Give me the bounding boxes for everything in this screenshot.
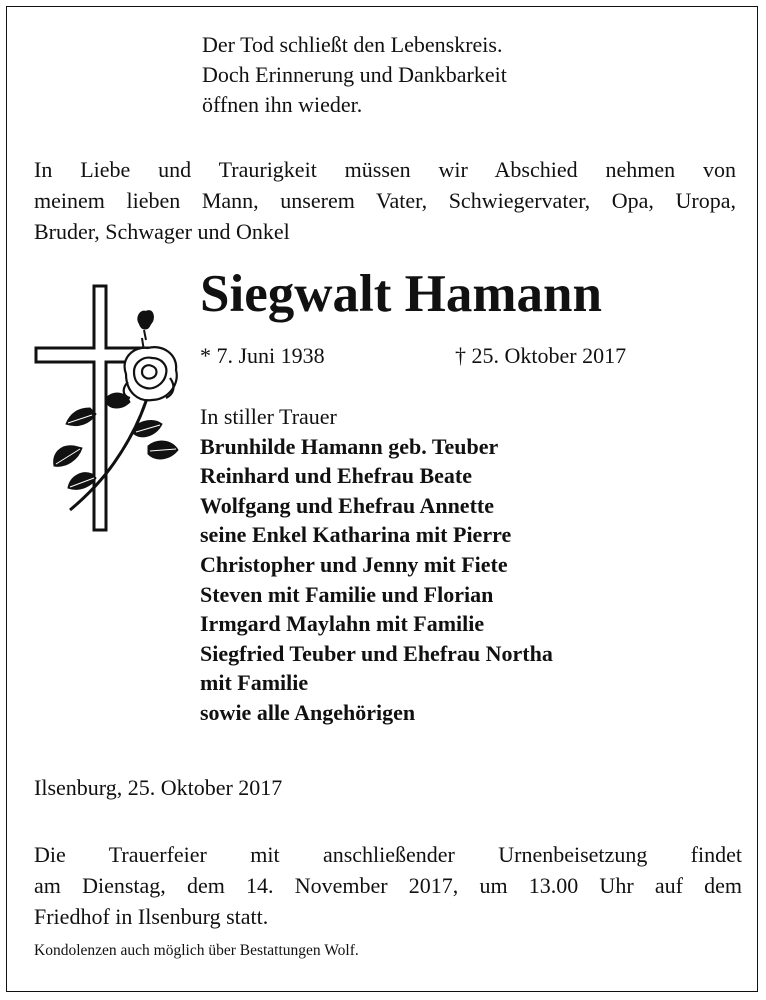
mourner-name: sowie alle Angehörigen [200, 699, 416, 725]
intro-line: meinem lieben Mann, unserem Vater, Schwiegervater, Opa, Uropa, [34, 188, 736, 213]
mourner-name: mit Familie [200, 670, 309, 696]
intro-line: Bruder, Schwager und Onkel [34, 219, 290, 244]
mourner-name: Irmgard Maylahn mit Familie [200, 611, 485, 637]
deceased-name: Siegwalt Hamann [200, 265, 602, 323]
service-line: Friedhof in Ilsenburg statt. [34, 904, 269, 929]
mourner-name: seine Enkel Katharina mit Pierre [200, 522, 512, 548]
poem-line: Doch Erinnerung und Dankbarkeit [202, 62, 507, 87]
service-info [34, 839, 742, 932]
intro-line: In Liebe und Traurigkeit müssen wir Abschied nehmen von [34, 157, 736, 182]
poem-line: öffnen ihn wieder. [202, 92, 363, 117]
service-line: am Dienstag, dem 14. November 2017, um 13.00 Uhr auf dem [34, 873, 742, 898]
cross-with-rose-icon [30, 278, 190, 538]
condolence-note: Kondolenzen auch möglich über Bestattungen Wolf. [34, 942, 359, 959]
mourner-name: Siegfried Teuber und Ehefrau Northa [200, 640, 553, 666]
poem [202, 30, 507, 120]
service-line: Die Trauerfeier mit anschließender Urnenbeisetzung findet [34, 842, 742, 867]
mourners-list [200, 402, 553, 728]
mourner-name: Brunhilde Hamann geb. Teuber [200, 433, 499, 459]
death-date: † 25. Oktober 2017 [455, 343, 627, 368]
mourner-name: Reinhard und Ehefrau Beate [200, 463, 472, 489]
poem-line: Der Tod schließt den Lebenskreis. [202, 32, 503, 57]
mourner-name: Christopher und Jenny mit Fiete [200, 551, 508, 577]
mourner-name: Steven mit Familie und Florian [200, 581, 494, 607]
intro-text [34, 154, 736, 247]
mourning-heading: In stiller Trauer [200, 404, 337, 429]
birth-date: * 7. Juni 1938 [200, 343, 325, 368]
mourner-name: Wolfgang und Ehefrau Annette [200, 492, 494, 518]
place-date: Ilsenburg, 25. Oktober 2017 [34, 775, 283, 800]
